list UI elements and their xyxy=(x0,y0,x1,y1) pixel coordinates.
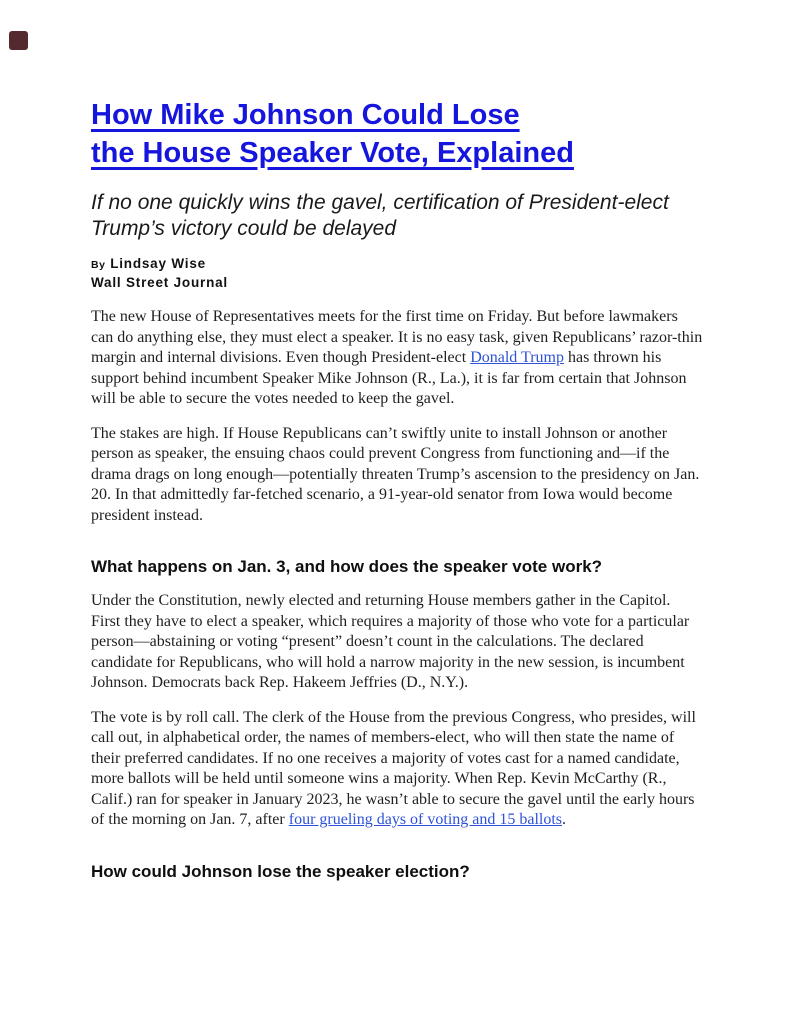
author-name: Lindsay Wise xyxy=(110,256,206,271)
paragraph-1 xyxy=(91,307,703,410)
paragraph-4 xyxy=(91,708,703,831)
article-content xyxy=(91,96,703,882)
paragraph-text: The vote is by roll call. The clerk of the House from the previous Congress, who presides, will call out, in alphabetical order, the names of members-elect, who will then state the name of their preferred candidates. If no one receives a majority of votes cast for a named candidate, more ballots will be held until someone wins a majority. When Rep. Kevin McCarthy (R., Calif.) ran for speaker in January 2023, he wasn’t able to secure the gavel until the early hours of the morning on Jan. 7, after xyxy=(91,708,696,828)
paragraph-text: Under the Constitution, newly elected and returning House members gather in the Capitol. First they have to elect a speaker, which requires a majority of those who vote for a particular person—abstaining or voting “present” doesn’t count in the calculations. The declared candidate for Republicans, who will hold a narrow majority in the new session, is incumbent Johnson. Democrats back Rep. Hakeem Jeffries (D., N.Y.). xyxy=(91,592,690,691)
paragraph-3 xyxy=(91,591,703,694)
paragraph-text: has thrown his support behind incumbent Speaker Mike Johnson (R., La.), it is far from certain that Johnson will be able to secure the votes needed to keep the gavel. xyxy=(91,349,687,407)
byline xyxy=(91,255,703,291)
paragraph-text: The new House of Representatives meets for the first time on Friday. But before lawmakers can do anything else, they must elect a speaker. It is no easy task, given Republicans’ razor-thin margin and internal divisions. Even though President-elect xyxy=(91,308,703,366)
inline-link[interactable]: Donald Trump xyxy=(470,349,564,366)
paragraph-text: The stakes are high. If House Republicans can’t swiftly unite to install Johnson or another person as speaker, the ensuing chaos could prevent Congress from functioning and—if the drama drags on long enough—potentially threaten Trump’s ascension to the presidency on Jan. 20. In that admittedly far-fetched scenario, a 91-year-old senator from Iowa would become president instead. xyxy=(91,424,700,524)
paragraph-2 xyxy=(91,424,703,527)
byline-prefix: By xyxy=(91,259,106,271)
inline-link[interactable]: four grueling days of voting and 15 ballots xyxy=(288,811,563,828)
article-body xyxy=(91,307,703,882)
paragraph-text: . xyxy=(562,811,567,828)
corner-marker-icon xyxy=(9,31,28,50)
article-subtitle: If no one quickly wins the gavel, certification of President-elect Trump’s victory could be delayed xyxy=(91,191,669,240)
article-title-link-line-2[interactable]: the House Speaker Vote, Explained xyxy=(91,137,574,169)
article-title xyxy=(91,96,703,172)
section-heading-1: What happens on Jan. 3, and how does the speaker vote work? xyxy=(91,557,603,576)
publication-name: Wall Street Journal xyxy=(91,275,228,290)
article-title-link-line-1[interactable]: How Mike Johnson Could Lose xyxy=(91,99,520,131)
section-heading-2: How could Johnson lose the speaker election? xyxy=(91,861,470,881)
